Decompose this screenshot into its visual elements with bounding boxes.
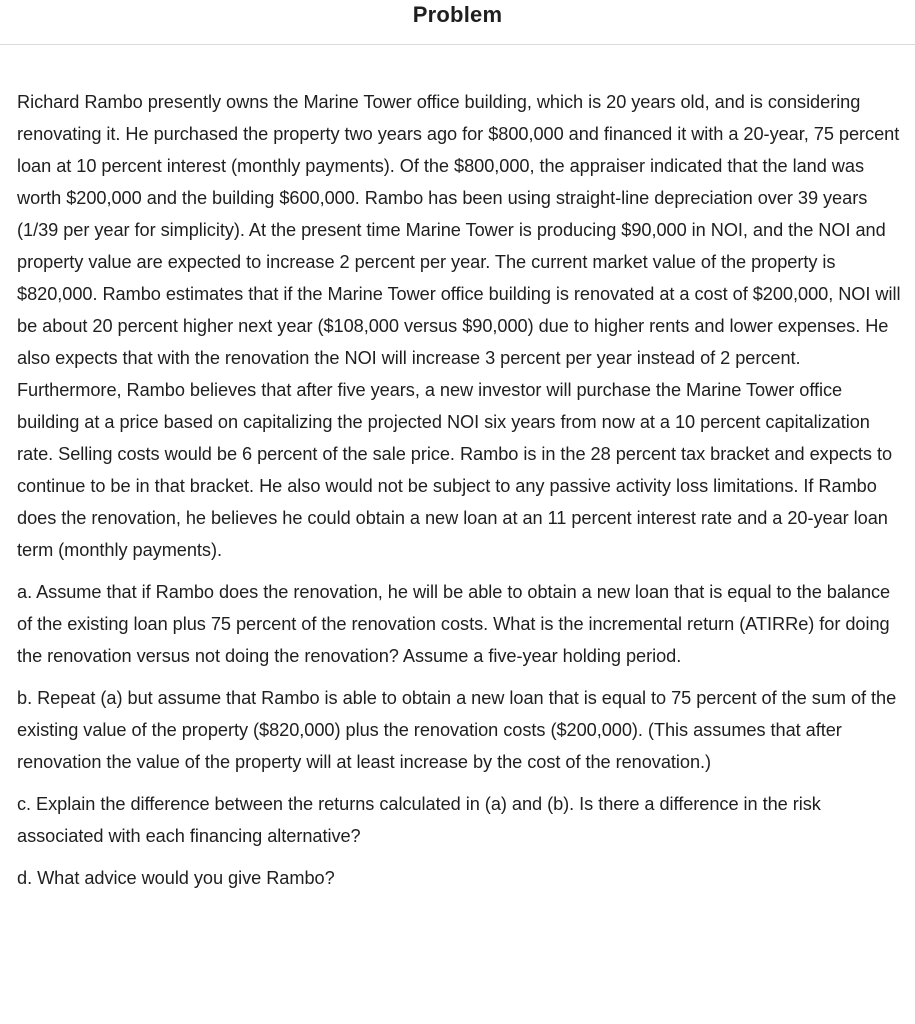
page-title: Problem [412, 2, 503, 27]
question-d: d. What advice would you give Rambo? [17, 868, 335, 888]
problem-body [17, 86, 901, 904]
problem-intro-paragraph: Richard Rambo presently owns the Marine Tower office building, which is 20 years old, and is considering renovating it. He purchased the property two years ago for $800,000 and financed it with a 20-year, 75 percent loan at 10 percent interest (monthly payments). Of the $800,000, the appraiser indicated that the land was worth $200,000 and the building $600,000. Rambo has been using straight-line depreciation over 39 years (1/39 per year for simplicity). At the present time Marine Tower is producing $90,000 in NOI, and the NOI and property value are expected to increase 2 percent per year. The current market value of the property is $820,000. Rambo estimates that if the Marine Tower office building is renovated at a cost of $200,000, NOI will be about 20 percent higher next year ($108,000 versus $90,000) due to higher rents and lower expenses. He also expects that with the renovation the NOI will increase 3 percent per year instead of 2 percent. Furthermore, Rambo believes that after five years, a new investor will purchase the Marine Tower office building at a price based on capitalizing the projected NOI six years from now at a 10 percent capitalization rate. Selling costs would be 6 percent of the sale price. Rambo is in the 28 percent tax bracket and expects to continue to be in that bracket. He also would not be subject to any passive activity loss limitations. If Rambo does the renovation, he believes he could obtain a new loan at an 11 percent interest rate and a 20-year loan term (monthly payments). [17, 92, 901, 560]
question-c: c. Explain the difference between the returns calculated in (a) and (b). Is there a difference in the risk associated with each financing alternative? [17, 794, 821, 846]
question-b: b. Repeat (a) but assume that Rambo is able to obtain a new loan that is equal to 75 percent of the sum of the existing value of the property ($820,000) plus the renovation costs ($200,000). (This assumes that after renovation the value of the property will at least increase by the cost of the renovation.) [17, 688, 897, 772]
page-header [0, 0, 915, 45]
question-a: a. Assume that if Rambo does the renovation, he will be able to obtain a new loan that is equal to the balance of the existing loan plus 75 percent of the renovation costs. What is the incremental return (ATIRRe) for doing the renovation versus not doing the renovation? Assume a five-year holding period. [17, 582, 891, 666]
